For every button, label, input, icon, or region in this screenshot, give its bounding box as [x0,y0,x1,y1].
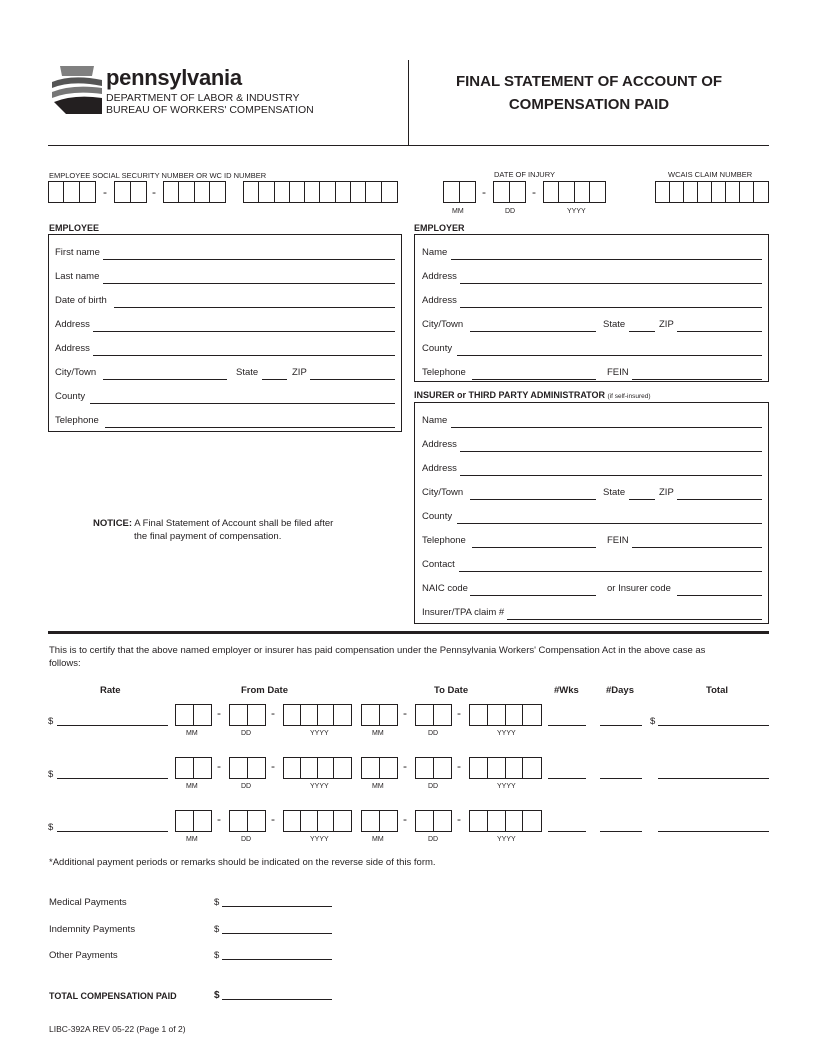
doi-yyyy: YYYY [567,208,586,215]
dollar-sign: $ [214,924,220,935]
ssn-part2[interactable] [114,181,147,203]
from-month-2[interactable] [175,757,212,779]
total-field-3[interactable] [658,831,769,832]
insurer-naic-code[interactable]: NAIC code [422,583,596,598]
to-year-2[interactable] [469,757,542,779]
from-month-3[interactable] [175,810,212,832]
from-year-1[interactable] [283,704,352,726]
doi-dd: DD [505,208,516,215]
to-month-1[interactable] [361,704,398,726]
employer-heading: EMPLOYER [414,223,465,233]
doi-month[interactable] [443,181,476,203]
employee-zip[interactable]: ZIP [292,367,395,382]
days-field-2[interactable] [600,778,642,779]
other-payments-label: Other Payments [49,950,118,961]
dash: - [271,812,275,826]
insurer-contact[interactable]: Contact [422,559,762,574]
employer-state[interactable]: State [603,319,655,334]
rate-field-3[interactable] [57,831,168,832]
insurer-telephone[interactable]: Telephone [422,535,596,550]
employee-city[interactable]: City/Town [55,367,227,382]
date-part-label: DD [428,730,439,737]
date-part-label: YYYY [497,783,516,790]
certify-line-2: follows: [49,658,81,669]
dash: - [403,759,407,773]
to-day-1[interactable] [415,704,452,726]
dash: - [271,759,275,773]
total-field-1[interactable] [658,725,769,726]
form-footer: LIBC-392A REV 05-22 (Page 1 of 2) [49,1024,186,1034]
insurer-claim-number[interactable]: Insurer/TPA claim # [422,607,762,622]
insurer-name[interactable]: Name [422,415,762,430]
to-month-3[interactable] [361,810,398,832]
insurer-heading-text: INSURER or THIRD PARTY ADMINISTRATOR [414,390,606,400]
insurer-fein[interactable]: FEIN [607,535,762,550]
from-day-1[interactable] [229,704,266,726]
department-line: DEPARTMENT OF LABOR & INDUSTRY [106,92,300,104]
employee-address-2[interactable]: Address [55,343,395,358]
notice-line-1 [93,518,333,529]
dollar-sign: $ [48,822,54,833]
doi-label: DATE OF INJURY [494,170,555,179]
wc-id-field[interactable] [243,181,398,203]
dollar-sign: $ [48,769,54,780]
dash: - [217,759,221,773]
employer-address-1[interactable]: Address [422,271,762,286]
employee-telephone[interactable]: Telephone [55,415,395,430]
ssn-part1[interactable] [48,181,96,203]
additional-note: *Additional payment periods or remarks should be indicated on the reverse side of this form. [49,857,436,868]
insurer-city[interactable]: City/Town [422,487,596,502]
keystone-icon [52,66,102,114]
to-day-2[interactable] [415,757,452,779]
employer-fein[interactable]: FEIN [607,367,762,382]
from-year-3[interactable] [283,810,352,832]
form-title-2: COMPENSATION PAID [508,96,670,113]
col-from-date: From Date [241,685,288,696]
insurer-heading [414,390,651,400]
date-part-label: YYYY [310,783,329,790]
col-days: #Days [606,685,634,696]
date-part-label: MM [186,730,198,737]
pa-logo [52,66,102,114]
date-part-label: YYYY [497,836,516,843]
notice-text-1: A Final Statement of Account shall be filed after [134,518,334,529]
weeks-field-1[interactable] [548,725,586,726]
date-part-label: MM [372,836,384,843]
dash: - [403,812,407,826]
employer-telephone[interactable]: Telephone [422,367,596,382]
dollar-sign: $ [48,716,54,727]
indemnity-payments-label: Indemnity Payments [49,924,136,935]
ssn-part3[interactable] [163,181,226,203]
dollar-sign: $ [650,716,656,727]
col-to-date: To Date [434,685,469,696]
certify-line-1: This is to certify that the above named employer or insurer has paid compensation under the Pennsylvania Workers' Compensation Act in the above case as [49,645,706,656]
brand-name: pennsylvania [106,65,242,90]
rate-field-2[interactable] [57,778,168,779]
employee-last-name[interactable]: Last name [55,271,395,286]
date-part-label: MM [186,783,198,790]
employer-county[interactable]: County [422,343,762,358]
weeks-field-3[interactable] [548,831,586,832]
section-rule [48,631,769,634]
employee-first-name[interactable]: First name [55,247,395,262]
dash: - [217,812,221,826]
date-part-label: DD [241,783,252,790]
col-total: Total [706,685,728,696]
employer-address-2[interactable]: Address [422,295,762,310]
insurer-address-1[interactable]: Address [422,439,762,454]
wcais-label: WCAIS CLAIM NUMBER [668,170,753,179]
date-part-label: DD [428,783,439,790]
employer-name[interactable]: Name [422,247,762,262]
col-rate: Rate [100,685,121,696]
doi-year[interactable] [543,181,606,203]
wcais-claim-field[interactable] [655,181,769,203]
doi-mm: MM [452,208,464,215]
insurer-code[interactable]: or Insurer code [607,583,762,598]
form-title-1: FINAL STATEMENT OF ACCOUNT OF [455,73,723,90]
dash: - [457,706,461,720]
medical-payments-field[interactable] [222,906,332,907]
date-part-label: MM [372,730,384,737]
dollar-sign: $ [214,950,220,961]
employee-heading: EMPLOYEE [49,223,100,233]
from-day-2[interactable] [229,757,266,779]
date-part-label: MM [186,836,198,843]
other-payments-field[interactable] [222,959,332,960]
to-day-3[interactable] [415,810,452,832]
doi-day[interactable] [493,181,526,203]
date-part-label: YYYY [310,730,329,737]
notice-label: NOTICE: [93,518,133,529]
employee-address-1[interactable]: Address [55,319,395,334]
from-month-1[interactable] [175,704,212,726]
employee-county[interactable]: County [55,391,395,406]
insurer-heading-note: (if self-insured) [607,393,651,400]
days-field-1[interactable] [600,725,642,726]
to-month-2[interactable] [361,757,398,779]
employer-city[interactable]: City/Town [422,319,596,334]
insurer-zip[interactable]: ZIP [659,487,762,502]
date-part-label: YYYY [497,730,516,737]
date-part-label: MM [372,783,384,790]
dollar-sign: $ [214,990,220,1001]
dash: - [217,706,221,720]
weeks-field-2[interactable] [548,778,586,779]
dash: - [271,706,275,720]
total-compensation-label: TOTAL COMPENSATION PAID [49,991,177,1001]
notice-line-2: the final payment of compensation. [134,531,282,542]
date-part-label: DD [428,836,439,843]
dash: - [403,706,407,720]
dash: - [457,812,461,826]
dash: - [103,185,107,199]
from-year-2[interactable] [283,757,352,779]
insurer-address-2[interactable]: Address [422,463,762,478]
dash: - [532,185,536,199]
total-compensation-field[interactable] [222,999,332,1000]
insurer-county[interactable]: County [422,511,762,526]
insurer-state[interactable]: State [603,487,655,502]
date-part-label: YYYY [310,836,329,843]
dash: - [457,759,461,773]
dash: - [152,185,156,199]
header-rule [48,145,769,146]
ssn-label: EMPLOYEE SOCIAL SECURITY NUMBER OR WC ID NUMBER [49,171,267,180]
employee-dob[interactable]: Date of birth [55,295,395,310]
to-year-1[interactable] [469,704,542,726]
date-part-label: DD [241,836,252,843]
indemnity-payments-field[interactable] [222,933,332,934]
col-wks: #Wks [554,685,579,696]
from-day-3[interactable] [229,810,266,832]
to-year-3[interactable] [469,810,542,832]
bureau-line: BUREAU OF WORKERS' COMPENSATION [106,104,314,116]
employee-state[interactable]: State [236,367,287,382]
total-field-2[interactable] [658,778,769,779]
rate-field-1[interactable] [57,725,168,726]
dash: - [482,185,486,199]
employer-zip[interactable]: ZIP [659,319,762,334]
dollar-sign: $ [214,897,220,908]
medical-payments-label: Medical Payments [49,897,127,908]
date-part-label: DD [241,730,252,737]
days-field-3[interactable] [600,831,642,832]
